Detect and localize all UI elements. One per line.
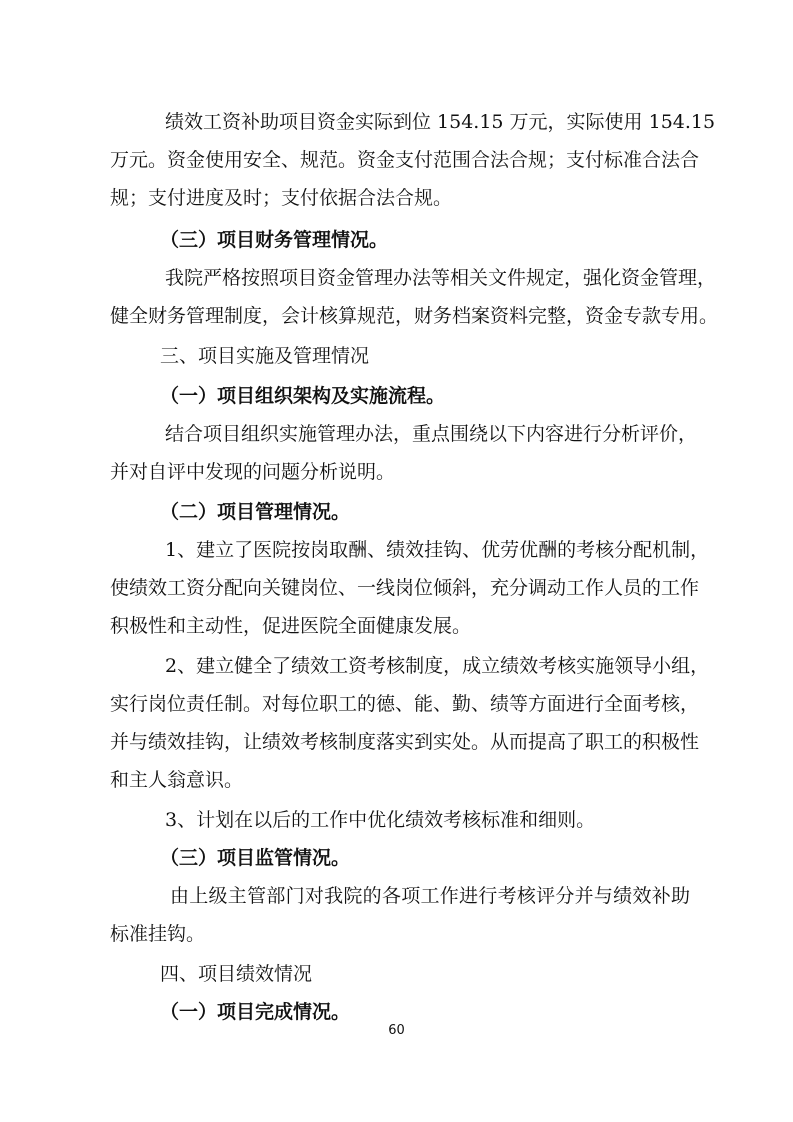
paragraph-line: 健全财务管理制度，会计核算规范，财务档案资料完整，资金专款专用。	[110, 305, 719, 327]
paragraph-line: 万元。资金使用安全、规范。资金支付范围合法合规；支付标准合法合	[110, 149, 700, 171]
page-number: 60	[388, 1023, 405, 1038]
paragraph-line: 并对自评中发现的问题分析说明。	[110, 461, 396, 483]
paragraph-line: 2、建立健全了绩效工资考核制度，成立绩效考核实施领导小组，	[165, 655, 710, 677]
paragraph-line: 1、建立了医院按岗取酬、绩效挂钩、优劳优酬的考核分配机制，	[165, 539, 710, 561]
section-heading: （三）项目监管情况。	[160, 847, 351, 869]
paragraph-line: 并与绩效挂钩，让绩效考核制度落实到实处。从而提高了职工的积极性	[110, 731, 700, 753]
paragraph-line: 由上级主管部门对我院的各项工作进行考核评分并与绩效补助	[170, 885, 690, 907]
section-heading: （三）项目财务管理情况。	[160, 229, 389, 251]
paragraph-line: 3、计划在以后的工作中优化绩效考核标准和细则。	[165, 809, 596, 831]
paragraph-line: 绩效工资补助项目资金实际到位 154.15 万元，实际使用 154.15	[165, 111, 716, 133]
paragraph-line: 我院严格按照项目资金管理办法等相关文件规定，强化资金管理，	[165, 267, 717, 289]
section-heading: （二）项目管理情况。	[160, 501, 351, 523]
paragraph-line: 积极性和主动性，促进医院全面健康发展。	[110, 615, 472, 637]
chapter-heading: 三、项目实施及管理情况	[160, 345, 370, 367]
paragraph-line: 和主人翁意识。	[110, 769, 244, 791]
chapter-heading: 四、项目绩效情况	[160, 963, 313, 985]
paragraph-line: 标准挂钩。	[110, 923, 206, 945]
paragraph-line: 使绩效工资分配向关键岗位、一线岗位倾斜，充分调动工作人员的工作	[110, 577, 700, 599]
paragraph-line: 结合项目组织实施管理办法，重点围绕以下内容进行分析评价，	[165, 423, 698, 445]
section-heading: （一）项目完成情况。	[160, 1001, 351, 1023]
section-heading: （一）项目组织架构及实施流程。	[160, 385, 446, 407]
paragraph-line: 实行岗位责任制。对每位职工的德、能、勤、绩等方面进行全面考核，	[110, 693, 700, 715]
paragraph-line: 规；支付进度及时；支付依据合法合规。	[110, 187, 453, 209]
